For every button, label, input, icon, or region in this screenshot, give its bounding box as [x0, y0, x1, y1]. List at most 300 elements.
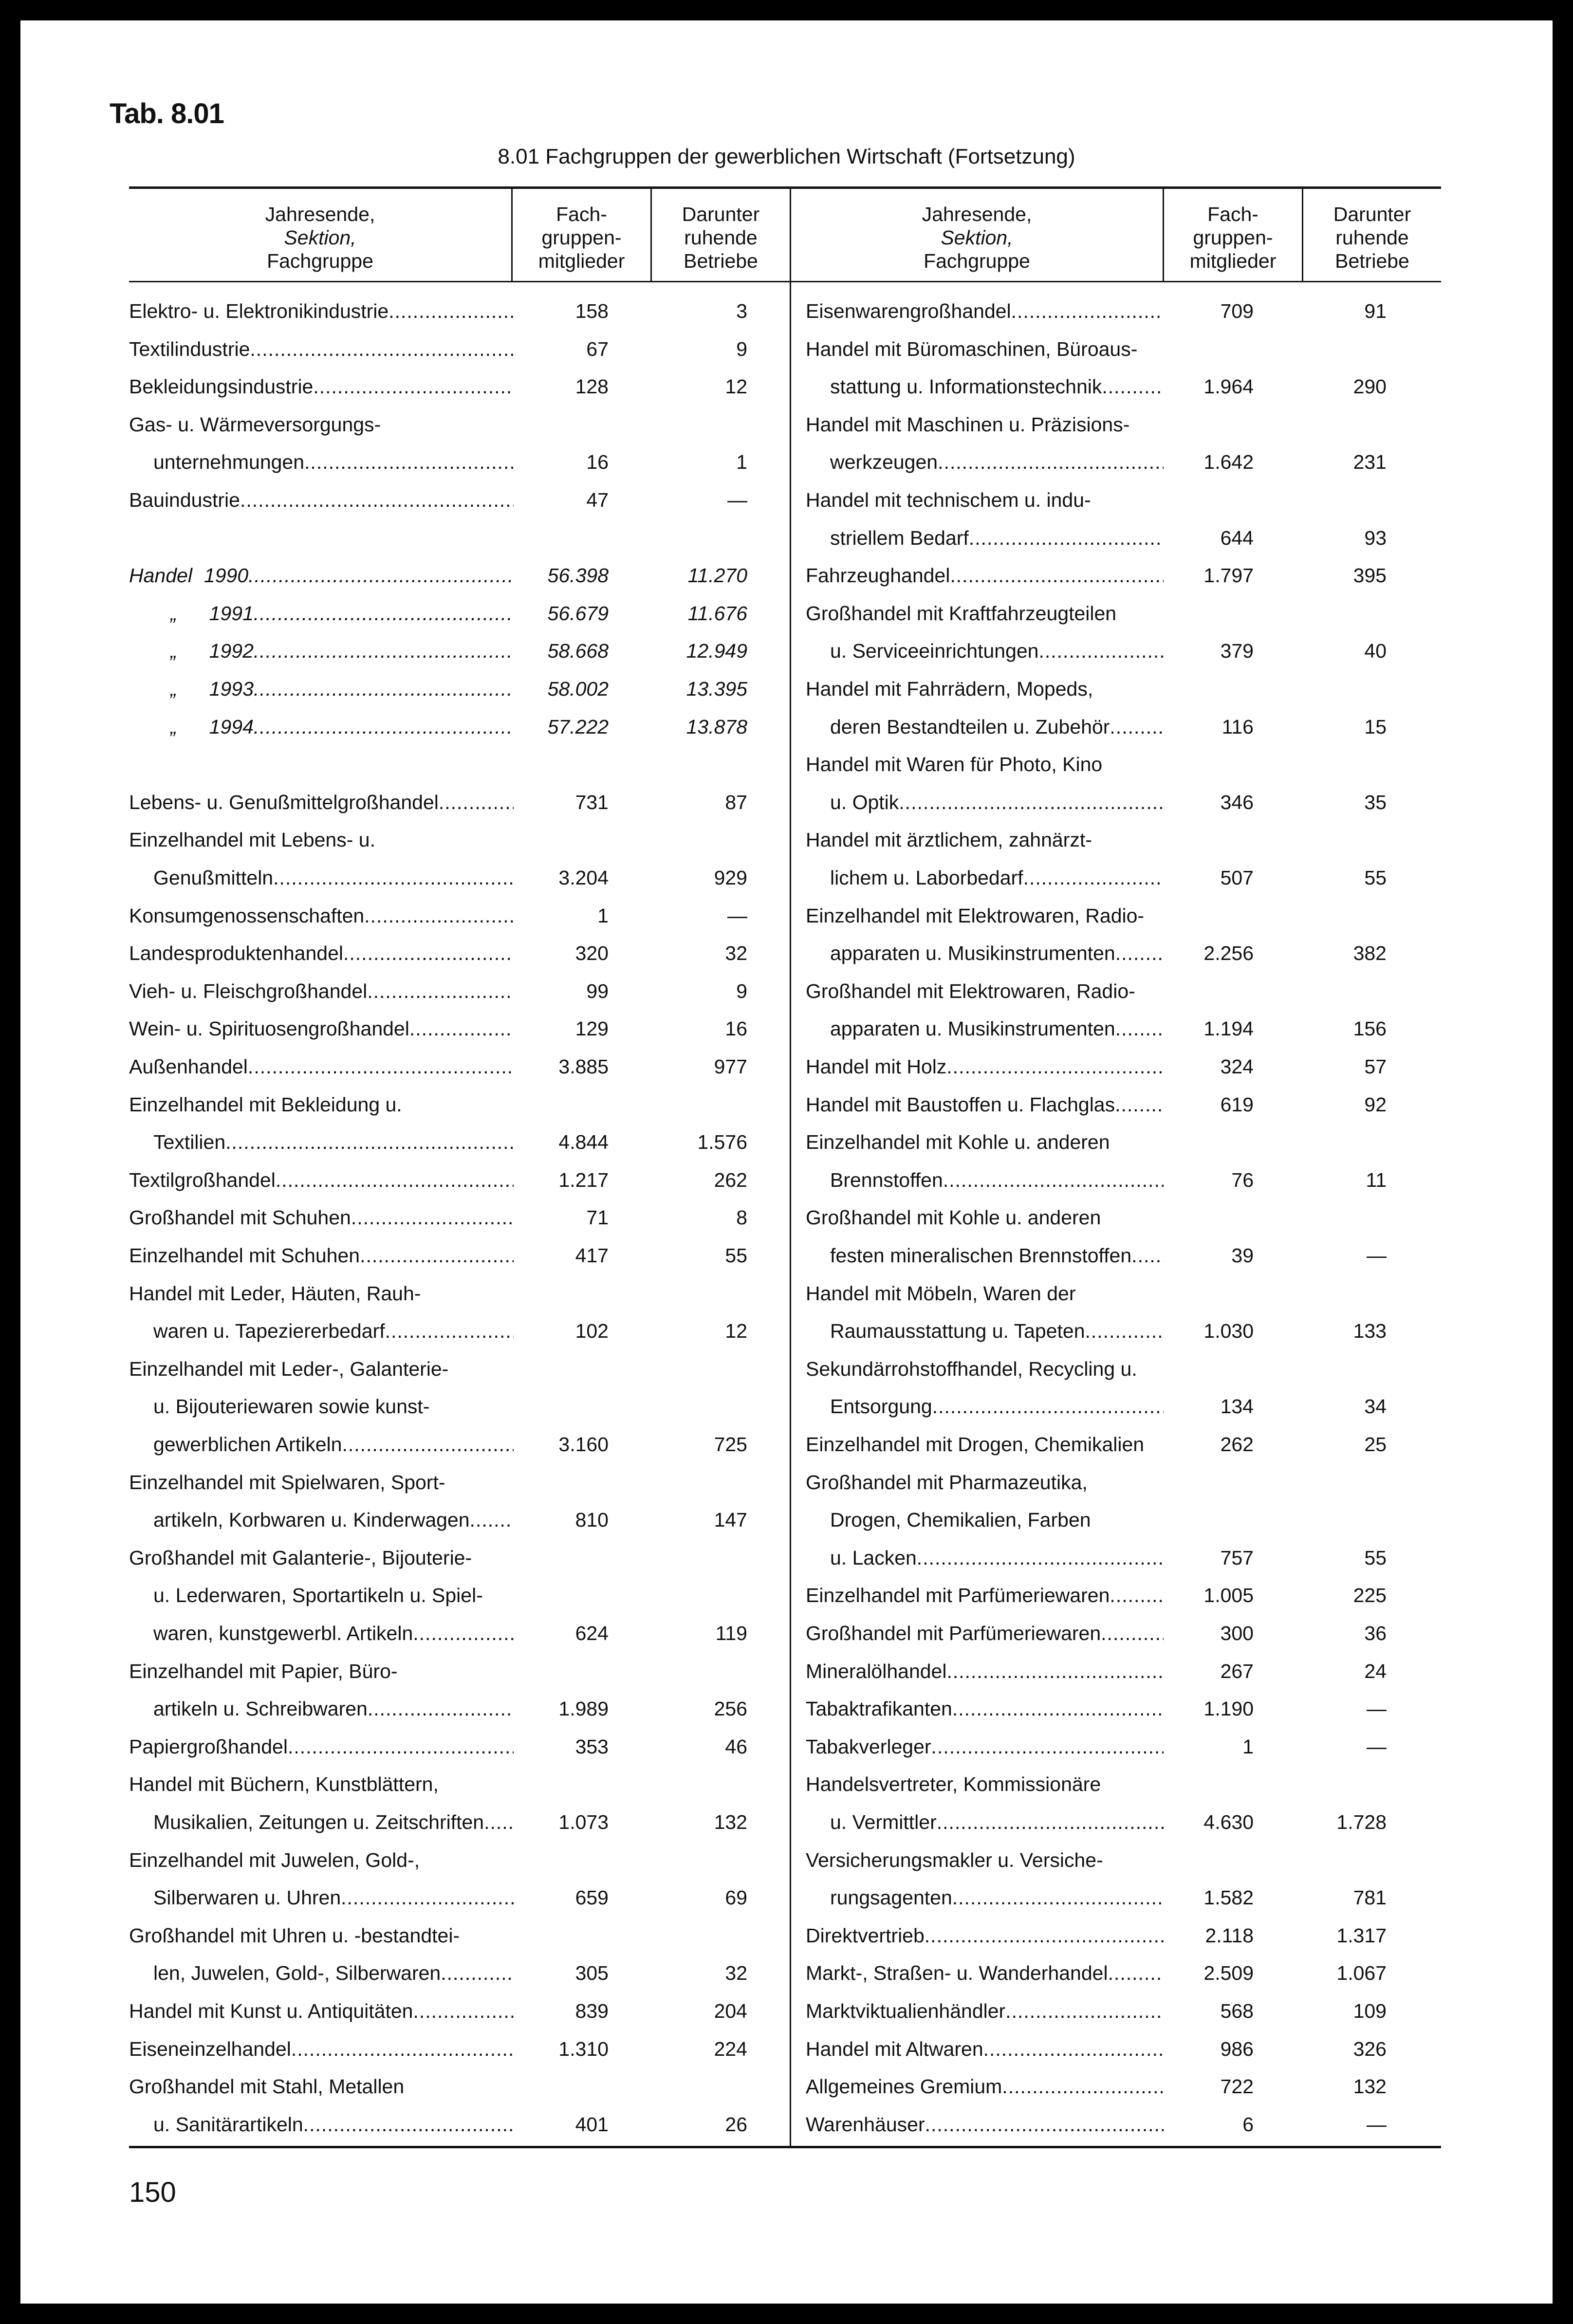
leader-dots: [952, 1879, 1164, 1917]
row-label-text: Einzelhandel mit Schuhen: [129, 1244, 360, 1267]
cell-mitglieder: 644: [1220, 526, 1254, 549]
leader-dots: [484, 1803, 514, 1841]
row-label: [153, 1387, 514, 1425]
table-row: [806, 594, 1441, 632]
table-row: [129, 368, 790, 406]
row-label: [153, 1690, 514, 1728]
header-col-ruhende: Darunter ruhende Betriebe: [682, 203, 760, 272]
cell-ruhende: 9: [736, 337, 747, 360]
row-label: [806, 1123, 1164, 1161]
cell-ruhende: 1: [736, 451, 747, 474]
row-label: [806, 594, 1164, 632]
cell-ruhende: —: [1367, 2113, 1387, 2136]
row-label-text: Großhandel mit Stahl, Metallen: [129, 2075, 405, 2098]
row-label: [806, 2105, 1164, 2143]
table-row: [806, 1199, 1441, 1236]
table-row: [129, 670, 790, 708]
leader-dots: [254, 632, 514, 670]
row-label: [830, 519, 1164, 557]
leader-dots: [1115, 1010, 1164, 1048]
row-label: [129, 2030, 514, 2068]
table-row: [806, 481, 1441, 519]
cell-ruhende: 395: [1353, 564, 1387, 587]
row-label-text: Raumausstattung u. Tapeten: [830, 1320, 1085, 1343]
row-label-text: werkzeugen: [830, 451, 938, 474]
row-label-text: „: [170, 678, 177, 700]
row-label: [830, 1539, 1164, 1577]
leader-dots: [441, 1954, 514, 1992]
cell-ruhende: 119: [715, 1622, 747, 1644]
table-row: [129, 1199, 790, 1236]
row-label: [830, 934, 1164, 972]
table-row: [806, 670, 1441, 708]
row-label-text: Genußmitteln: [153, 867, 274, 889]
cell-ruhende: 57: [1364, 1055, 1387, 1078]
row-label-text: Großhandel mit Galanterie-, Bijouterie-: [129, 1546, 472, 1569]
leader-dots: [952, 1690, 1164, 1728]
row-label: [129, 368, 514, 406]
cell-mitglieder: 1.642: [1203, 451, 1254, 474]
cell-mitglieder: 262: [1220, 1433, 1254, 1456]
table-row: [129, 1501, 790, 1539]
row-label: [806, 1463, 1164, 1501]
cell-ruhende: 35: [1364, 791, 1387, 813]
leader-dots: [250, 330, 514, 368]
row-label-text: artikeln u. Schreibwaren: [153, 1697, 368, 1720]
table-row: [129, 330, 790, 368]
row-label-text: Musikalien, Zeitungen u. Zeitschriften: [153, 1811, 484, 1833]
leader-dots: [254, 594, 514, 632]
cell-ruhende: —: [1367, 1244, 1387, 1267]
table-row: [129, 2067, 790, 2105]
cell-mitglieder: 568: [1220, 2000, 1254, 2022]
leader-dots: [470, 1501, 514, 1539]
leader-dots: [1131, 1236, 1164, 1274]
cell-ruhende: 26: [725, 2113, 747, 2136]
table-row: [129, 821, 790, 859]
leader-dots: [1011, 292, 1164, 330]
row-label-text: Einzelhandel mit Papier, Büro-: [129, 1660, 398, 1682]
table-row: [129, 1954, 790, 1992]
row-label-text: Handel mit Maschinen u. Präzisions-: [806, 413, 1130, 436]
table-row: [806, 897, 1441, 935]
table-row: [129, 1539, 790, 1577]
cell-mitglieder: 1.030: [1203, 1320, 1254, 1343]
cell-ruhende: 262: [714, 1168, 747, 1191]
cell-mitglieder: 709: [1220, 300, 1254, 322]
table-row: [129, 1992, 790, 2030]
row-label-text: u. Serviceeinrichtungen: [830, 640, 1039, 663]
row-label-text: u. Bijouteriewaren sowie kunst-: [153, 1395, 430, 1418]
table-row: [806, 443, 1441, 481]
cell-ruhende: 977: [714, 1055, 747, 1078]
header-col-ruhende: Darunter ruhende Betriebe: [1333, 203, 1411, 272]
row-label: [830, 443, 1164, 481]
cell-mitglieder: 39: [1231, 1244, 1254, 1267]
cell-mitglieder: 379: [1220, 640, 1254, 663]
row-label-text: Handel mit Fahrrädern, Mopeds,: [806, 678, 1093, 700]
table-row: [806, 821, 1441, 859]
row-label-text: Bauindustrie: [129, 489, 240, 511]
table-row: [806, 1992, 1441, 2030]
row-label: [830, 368, 1164, 406]
row-label: [806, 1425, 1164, 1463]
row-label: [153, 1954, 514, 1992]
table-row: [806, 1086, 1441, 1124]
table-row: [129, 972, 790, 1010]
row-label-text: Landesproduktenhandel: [129, 942, 343, 965]
cell-ruhende: 13.395: [686, 678, 747, 700]
row-label: [830, 632, 1164, 670]
table-row: [806, 1350, 1441, 1388]
row-label: [129, 1917, 514, 1955]
row-label: [806, 330, 1164, 368]
row-label-text: Einzelhandel mit Juwelen, Gold-,: [129, 1848, 420, 1871]
row-label: [830, 1879, 1164, 1917]
row-label: [129, 1350, 514, 1388]
row-label-text: Handel mit Holz: [806, 1055, 947, 1078]
cell-mitglieder: 305: [575, 1962, 609, 1985]
row-label: [830, 859, 1164, 897]
cell-mitglieder: 47: [586, 489, 609, 511]
cell-ruhende: 55: [1364, 1546, 1387, 1569]
row-label: [806, 897, 1164, 935]
table-row: [806, 330, 1441, 368]
table-row: [129, 1010, 790, 1048]
row-label: [806, 1086, 1164, 1124]
row-label: [830, 1501, 1164, 1539]
row-label: [806, 1614, 1164, 1652]
table-row: [129, 1425, 790, 1463]
leader-dots: [938, 443, 1164, 481]
cell-ruhende: 25: [1364, 1433, 1387, 1456]
cell-mitglieder: 71: [586, 1206, 609, 1229]
table-row: [806, 292, 1441, 330]
row-label-text: Vieh- u. Fleischgroßhandel: [129, 979, 368, 1002]
row-label-text: Eiseneinzelhandel: [129, 2037, 291, 2060]
leader-dots: [983, 2030, 1164, 2068]
table-row: [806, 1048, 1441, 1086]
cell-ruhende: 1.067: [1336, 1962, 1387, 1985]
cell-mitglieder: 1.190: [1203, 1697, 1254, 1720]
row-label: [153, 1879, 514, 1917]
row-label: [830, 1803, 1164, 1841]
table-bottom-rule: [129, 2146, 1441, 2148]
table-row: [806, 1652, 1441, 1690]
leader-dots: [248, 556, 514, 594]
cell-mitglieder: 1.194: [1203, 1017, 1254, 1040]
row-label-text: „: [170, 715, 177, 738]
row-label-text: Elektro- u. Elektronikindustrie: [129, 300, 389, 322]
row-label-text: Textilien: [153, 1131, 226, 1154]
row-label: [806, 2030, 1164, 2068]
cell-ruhende: 55: [725, 1244, 747, 1267]
row-label: [806, 1728, 1164, 1766]
row-label-text: u. Lederwaren, Sportartikeln u. Spiel-: [153, 1584, 483, 1607]
cell-mitglieder: 129: [575, 1017, 609, 1040]
table-row: [129, 1614, 790, 1652]
cell-mitglieder: 1.989: [558, 1697, 609, 1720]
header-col-fachgruppe: Jahresende, Sektion, Fachgruppe: [265, 203, 375, 272]
table-row: [806, 1690, 1441, 1728]
cell-mitglieder: 417: [575, 1244, 609, 1267]
leader-dots: [1038, 632, 1164, 670]
table-row: [129, 1652, 790, 1690]
table-row: [129, 1123, 790, 1161]
row-label: [830, 783, 1164, 821]
table-row: [806, 1274, 1441, 1312]
row-label-text: len, Juwelen, Gold-, Silberwaren: [153, 1962, 441, 1985]
row-year: 1993: [209, 678, 254, 700]
row-label-text: Sekundärrohstoffhandel, Recycling u.: [806, 1357, 1137, 1380]
leader-dots: [1108, 1954, 1164, 1992]
table-row: [806, 934, 1441, 972]
table-row: [806, 519, 1441, 557]
row-label: [806, 292, 1164, 330]
cell-ruhende: 15: [1364, 715, 1387, 738]
table-row: [806, 1010, 1441, 1048]
row-label-text: Großhandel mit Elektrowaren, Radio-: [806, 979, 1135, 1002]
cell-mitglieder: 839: [575, 2000, 609, 2022]
cell-mitglieder: 57.222: [547, 715, 609, 738]
row-label: [129, 821, 514, 859]
table-row: [129, 1690, 790, 1728]
cell-ruhende: 34: [1364, 1395, 1387, 1418]
cell-ruhende: 16: [725, 1017, 747, 1040]
cell-mitglieder: 722: [1220, 2075, 1254, 2098]
cell-ruhende: 91: [1364, 300, 1387, 322]
table-row: [129, 292, 790, 330]
cell-mitglieder: 4.630: [1203, 1811, 1254, 1833]
cell-ruhende: 1.317: [1336, 1924, 1387, 1947]
leader-dots: [367, 972, 514, 1010]
cell-mitglieder: 1.964: [1203, 375, 1254, 398]
table-row: [806, 632, 1441, 670]
table-row: [806, 1614, 1441, 1652]
cell-mitglieder: 128: [575, 375, 609, 398]
table-row: [129, 481, 790, 519]
row-label-text: Großhandel mit Pharmazeutika,: [806, 1471, 1088, 1494]
cell-mitglieder: 1: [1242, 1735, 1254, 1758]
cell-mitglieder: 624: [575, 1622, 609, 1644]
leader-dots: [304, 443, 514, 481]
cell-mitglieder: 986: [1220, 2037, 1254, 2060]
row-label: [830, 1312, 1164, 1350]
cell-mitglieder: 134: [1220, 1395, 1254, 1418]
cell-ruhende: 725: [714, 1433, 747, 1456]
cell-ruhende: 11.676: [687, 602, 747, 625]
cell-ruhende: 204: [714, 2000, 747, 2022]
row-label-text: lichem u. Laborbedarf: [830, 867, 1023, 889]
row-label-text: Konsumgenossenschaften: [129, 904, 365, 927]
row-label: [153, 1312, 514, 1350]
row-label: [153, 1576, 514, 1614]
row-label-text: Handel mit Büchern, Kunstblättern,: [129, 1773, 439, 1796]
table-row: [129, 594, 790, 632]
table-row: [806, 1841, 1441, 1879]
cell-mitglieder: 2.118: [1205, 1924, 1254, 1947]
cell-mitglieder: 1.797: [1203, 564, 1254, 587]
row-label-text: Einzelhandel mit Bekleidung u.: [129, 1093, 402, 1116]
leader-dots: [1085, 1312, 1164, 1350]
cell-ruhende: 132: [1353, 2075, 1387, 2098]
row-label: [806, 481, 1164, 519]
table-title: 8.01 Fachgruppen der gewerblichen Wirtschaft (Fortsetzung): [498, 145, 1075, 168]
cell-ruhende: 69: [725, 1886, 747, 1909]
table-row: [129, 1576, 790, 1614]
leader-dots: [409, 1010, 514, 1048]
leader-dots: [1102, 368, 1164, 406]
row-label-text: Silberwaren u. Uhren: [153, 1886, 341, 1909]
cell-ruhende: 109: [1353, 2000, 1387, 2022]
table-row: [806, 708, 1441, 746]
row-label: [153, 1501, 514, 1539]
row-label-text: Lebens- u. Genußmittelgroßhandel: [129, 791, 439, 813]
row-label: [830, 1010, 1164, 1048]
row-label-text: gewerblichen Artikeln: [153, 1433, 342, 1456]
cell-mitglieder: 3.204: [558, 867, 609, 889]
leader-dots: [291, 2030, 514, 2068]
row-label-text: Großhandel mit Kraftfahrzeugteilen: [806, 602, 1117, 625]
table-row: [806, 1803, 1441, 1841]
cell-mitglieder: 2.509: [1203, 1962, 1254, 1985]
cell-mitglieder: 353: [575, 1735, 609, 1758]
row-label: [129, 292, 514, 330]
cell-mitglieder: 58.002: [547, 678, 609, 700]
cell-mitglieder: 1.582: [1203, 1886, 1254, 1909]
leader-dots: [364, 897, 514, 935]
row-label-text: Großhandel mit Parfümeriewaren: [806, 1622, 1101, 1644]
table-row: [129, 632, 790, 670]
cell-ruhende: 3: [736, 300, 747, 322]
cell-mitglieder: 507: [1220, 867, 1254, 889]
row-label-text: Papiergroßhandel: [129, 1735, 288, 1758]
cell-mitglieder: 757: [1220, 1546, 1254, 1569]
row-label-text: Außenhandel: [129, 1055, 248, 1078]
table-row: [806, 1917, 1441, 1955]
row-label: [129, 934, 514, 972]
cell-ruhende: —: [1367, 1735, 1387, 1758]
table-row: [806, 1425, 1441, 1463]
table-row: [806, 783, 1441, 821]
row-label: [129, 1086, 514, 1124]
cell-mitglieder: 1.310: [558, 2037, 609, 2060]
cell-mitglieder: 324: [1220, 1055, 1254, 1078]
table-row: [806, 1501, 1441, 1539]
row-label: [806, 1274, 1164, 1312]
row-label-text: Handelsvertreter, Kommissionäre: [806, 1773, 1101, 1796]
row-label: [806, 1690, 1164, 1728]
cell-ruhende: 133: [1353, 1320, 1387, 1343]
cell-mitglieder: 659: [575, 1886, 609, 1909]
row-label-text: Versicherungsmakler u. Versiche-: [806, 1848, 1103, 1871]
cell-mitglieder: 3.885: [558, 1055, 609, 1078]
cell-ruhende: 93: [1364, 526, 1387, 549]
row-label: [129, 972, 514, 1010]
row-label-text: festen mineralischen Brennstoffen: [830, 1244, 1132, 1267]
table-row: [129, 1879, 790, 1917]
row-label: [806, 1576, 1164, 1614]
table-row: [129, 1463, 790, 1501]
table-row: [129, 519, 790, 557]
cell-ruhende: 24: [1364, 1660, 1387, 1682]
table-row: [806, 1539, 1441, 1577]
middle-divider: [790, 186, 791, 2148]
table-row: [806, 1728, 1441, 1766]
row-label: [129, 897, 514, 935]
row-label-text: Marktviktualienhändler: [806, 2000, 1006, 2022]
leader-dots: [925, 1917, 1164, 1955]
table-row: [806, 368, 1441, 406]
row-label-text: Eisenwarengroßhandel: [806, 300, 1011, 322]
leader-dots: [969, 519, 1164, 557]
leader-dots: [413, 1614, 514, 1652]
row-label: [129, 1048, 514, 1086]
row-label-text: artikeln, Korbwaren u. Kinderwagen: [153, 1509, 470, 1531]
leader-dots: [932, 1387, 1164, 1425]
row-label: [129, 1274, 514, 1312]
cell-ruhende: 32: [725, 942, 747, 965]
leader-dots: [225, 1123, 514, 1161]
table-row: [129, 1387, 790, 1425]
leader-dots: [943, 1161, 1164, 1199]
row-label: [170, 670, 514, 708]
header-col-mitglieder: Fach- gruppen- mitglieder: [538, 203, 625, 272]
leader-dots: [1115, 1086, 1164, 1124]
row-label-text: striellem Bedarf: [830, 526, 969, 549]
cell-ruhende: 87: [725, 791, 747, 813]
row-label-text: apparaten u. Musikinstrumenten: [830, 1017, 1115, 1040]
cell-mitglieder: 116: [1221, 715, 1254, 738]
cell-ruhende: 40: [1364, 640, 1387, 663]
table-row: [806, 1463, 1441, 1501]
leader-dots: [240, 481, 514, 519]
row-label: [806, 1199, 1164, 1236]
table-row: [129, 1312, 790, 1350]
row-label: [153, 443, 514, 481]
row-label-text: Einzelhandel mit Kohle u. anderen: [806, 1131, 1110, 1154]
row-label: [170, 632, 514, 670]
leader-dots: [1101, 1614, 1164, 1652]
table-row: [806, 2067, 1441, 2105]
table-top-rule: [129, 186, 1441, 189]
table-row: [129, 897, 790, 935]
row-label: [806, 821, 1164, 859]
row-label-text: Handel mit Waren für Photo, Kino: [806, 753, 1103, 776]
row-label: [129, 406, 514, 443]
row-year: 1990: [204, 564, 249, 587]
leader-dots: [899, 783, 1164, 821]
row-label-text: Handel mit Leder, Häuten, Rauh-: [129, 1282, 421, 1305]
table-number: Tab. 8.01: [110, 98, 224, 129]
table-row: [806, 556, 1441, 594]
table-row: [806, 1576, 1441, 1614]
row-label-text: waren, kunstgewerbl. Artikeln: [153, 1622, 413, 1644]
cell-ruhende: 147: [714, 1509, 747, 1531]
row-label: [153, 2105, 514, 2143]
table-row: [806, 1387, 1441, 1425]
cell-ruhende: 326: [1353, 2037, 1387, 2060]
leader-dots: [931, 1728, 1164, 1766]
cell-ruhende: 1.728: [1336, 1811, 1387, 1833]
row-label: [806, 1350, 1164, 1388]
cell-mitglieder: 6: [1242, 2113, 1254, 2136]
table-row: [129, 745, 790, 783]
row-label-text: Handel mit Büromaschinen, Büroaus-: [806, 337, 1138, 360]
cell-ruhende: 32: [725, 1962, 747, 1985]
table-row: [129, 1728, 790, 1766]
table-row: [129, 1236, 790, 1274]
